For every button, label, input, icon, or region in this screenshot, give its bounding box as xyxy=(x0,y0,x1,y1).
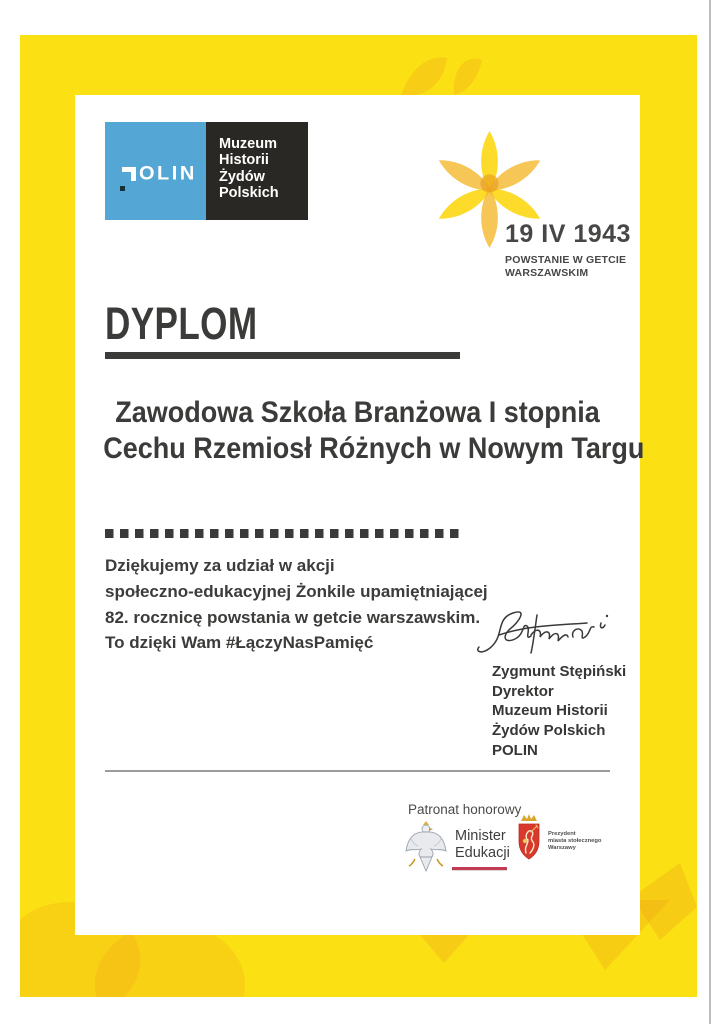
museum-name-line: Historii xyxy=(219,152,269,169)
body-line: społeczno-edukacyjnej Żonkile upamiętniającej xyxy=(105,581,488,601)
museum-name-panel xyxy=(206,122,308,220)
polin-wordmark-tail: OLIN xyxy=(139,163,197,185)
recipient-name xyxy=(75,395,645,466)
warsaw-label xyxy=(548,831,601,851)
museum-name-line: Żydów xyxy=(219,168,265,185)
museum-name-line: Muzeum xyxy=(219,136,277,152)
recipient-line: Cechu Rzemiosł Różnych w Nowym Targu xyxy=(103,431,645,465)
polin-dagesh-dot-icon xyxy=(120,186,125,191)
commemoration-subtitle xyxy=(505,254,626,279)
museum-name-line: Polskich xyxy=(219,185,279,202)
commemoration-subtitle-line: POWSTANIE W GETCIE xyxy=(505,254,627,266)
polin-pe-letter-icon xyxy=(121,166,137,184)
signatory-name: Zygmunt Stępiński xyxy=(492,663,627,680)
title-underline xyxy=(105,352,460,359)
certificate-page xyxy=(75,95,645,935)
patronage-heading: Patronat honorowy xyxy=(408,802,522,817)
body-line: Dziękujemy za udział w akcji xyxy=(105,556,335,575)
signatory-org-line: POLIN xyxy=(492,741,538,759)
signatory-org-line: Muzeum Historii xyxy=(492,702,608,720)
scan-edge-shadow xyxy=(709,0,711,1024)
commemoration-subtitle-line: WARSZAWSKIM xyxy=(505,266,589,279)
minister-eagle-emblem-icon xyxy=(403,819,449,877)
signatory-role: Dyrektor xyxy=(492,682,554,700)
diploma-body-text xyxy=(105,553,488,656)
minister-red-rule xyxy=(452,867,507,871)
minister-label xyxy=(455,828,510,861)
minister-label-line: Minister xyxy=(455,828,506,844)
warsaw-mermaid-emblem-icon xyxy=(516,813,542,861)
handwritten-signature xyxy=(473,603,618,661)
body-line: To dzięki Wam #ŁączyNasPamięć xyxy=(105,633,374,653)
signatory-org-line: Żydów Polskich xyxy=(492,722,606,740)
dotted-separator xyxy=(105,529,463,538)
warsaw-label-line: Warszawy xyxy=(548,844,576,851)
minister-label-line: Edukacji xyxy=(455,844,510,861)
footer-divider xyxy=(105,770,610,772)
polin-wordmark-panel xyxy=(105,122,206,220)
diploma-title: DYPLOM xyxy=(105,298,258,349)
warsaw-label-line: miasta stołecznego xyxy=(548,837,602,844)
warsaw-label-line: Prezydent xyxy=(548,831,576,837)
polin-museum-logo xyxy=(105,122,308,220)
commemoration-date: 19 IV 1943 xyxy=(505,220,631,248)
polin-wordmark xyxy=(121,163,197,185)
signatory-block xyxy=(492,662,626,761)
body-line: 82. rocznicę powstania w getcie warszawskim. xyxy=(105,607,481,627)
recipient-line: Zawodowa Szkoła Branżowa I stopnia xyxy=(115,396,600,429)
